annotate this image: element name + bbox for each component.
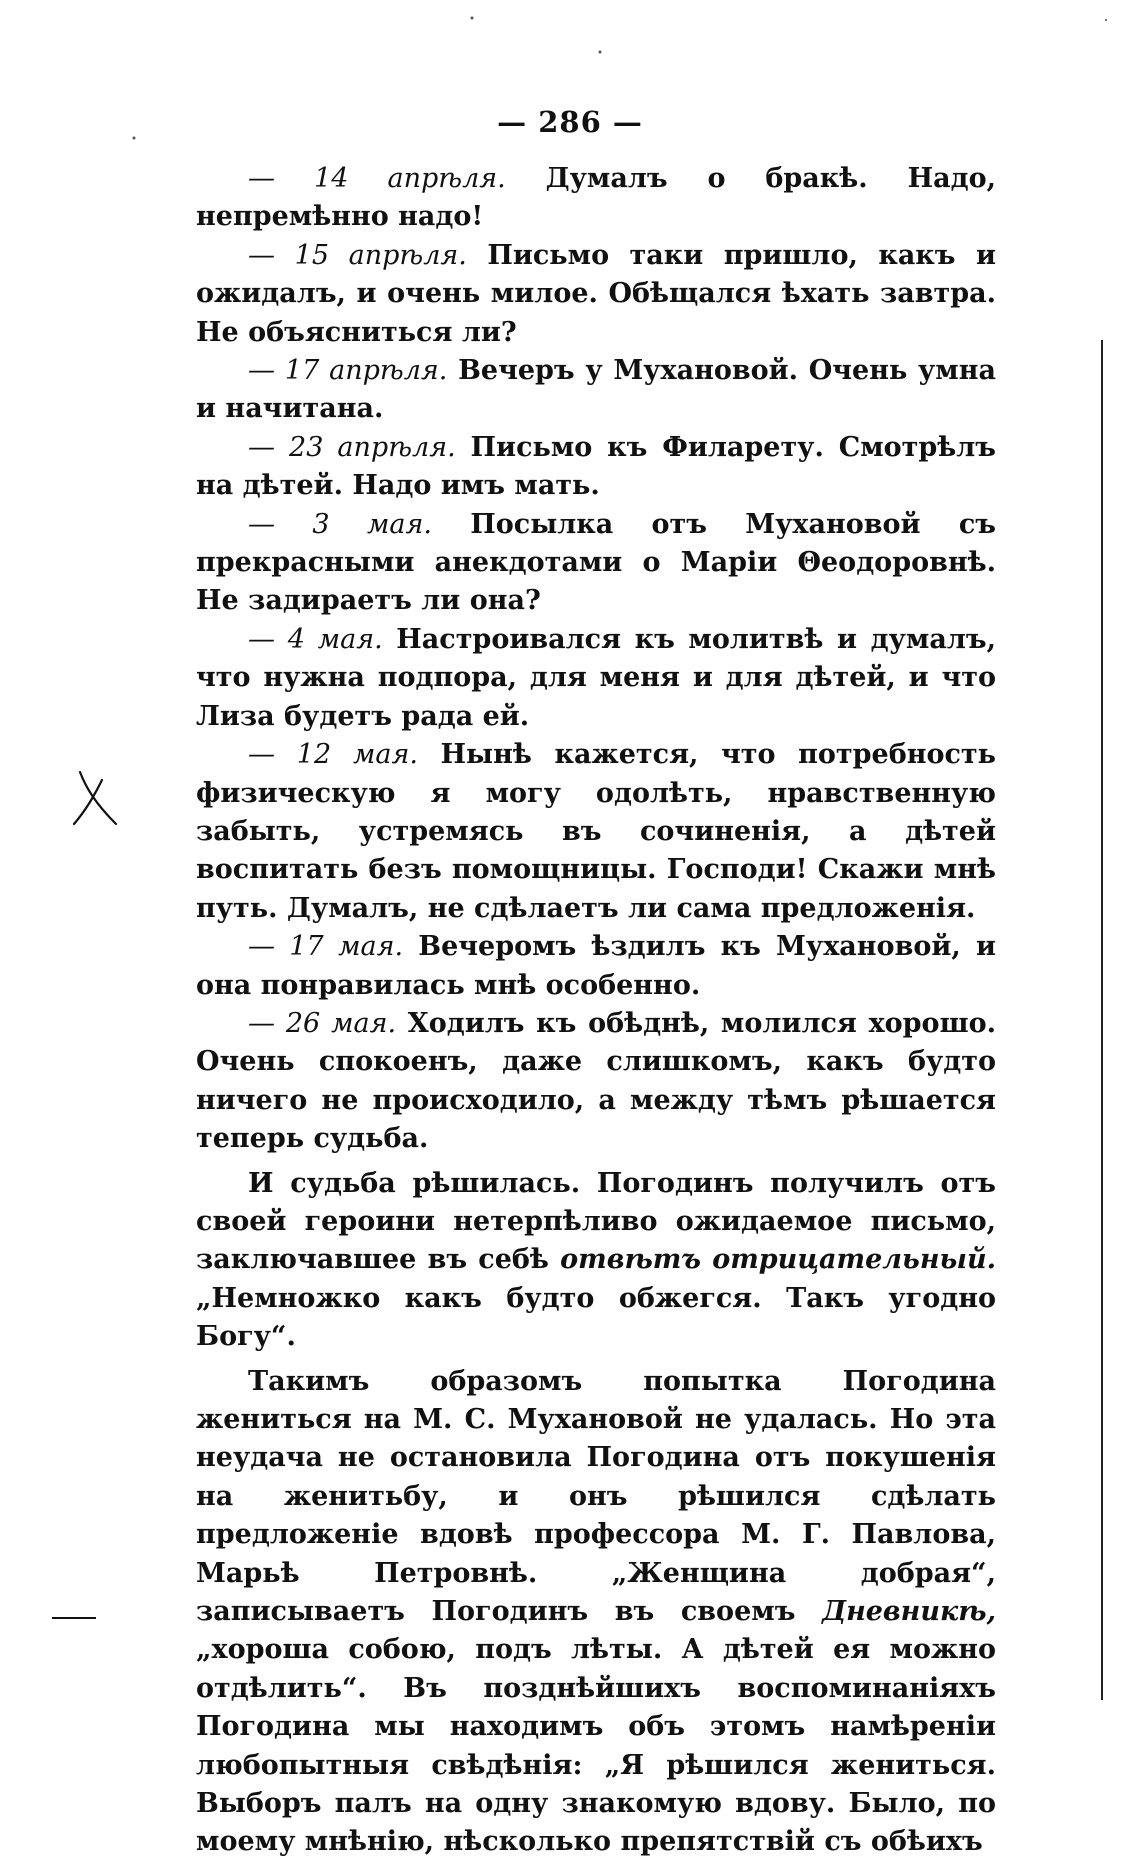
italic-phrase: отвѣтъ отрицательный. — [560, 1244, 997, 1276]
entry-text: Ходилъ къ обѣднѣ, молился хорошо. Очень спокоенъ, даже слишкомъ, какъ будто ничего не происходило, а между тѣмъ рѣшается теперь судьба. — [196, 1007, 996, 1155]
entry-date: — 23 апрѣля. — [248, 431, 456, 463]
handwritten-x-mark — [72, 770, 120, 828]
entry-text: Думалъ о бракѣ. Надо, непремѣнно надо! — [196, 163, 996, 233]
diary-entry-may12 — [196, 736, 996, 928]
paragraph-text: „Немножко какъ будто обжегся. Такъ угодно Богу“. — [196, 1282, 996, 1353]
entry-text: Письмо таки пришло, какъ и ожидалъ, и очень милое. Обѣщался ѣхать завтра. Не объясниться ли? — [196, 239, 997, 348]
diary-entry-may3 — [196, 506, 996, 621]
page-body — [196, 160, 996, 1862]
diary-entry-apr15 — [196, 237, 996, 352]
entry-date: — 17 мая. — [248, 931, 404, 963]
narrative-paragraph-1 — [196, 1165, 996, 1357]
italic-phrase: Дневникѣ, — [822, 1596, 996, 1628]
diary-entry-may17 — [196, 928, 996, 1005]
entry-text: Нынѣ кажется, что потребность физическую я могу одолѣть, нравственную забыть, устремясь въ сочиненія, а дѣтей воспитать безъ помощницы. Господи! Скажи мнѣ путь. Думалъ, не сдѣлаетъ ли сама предложенія. — [196, 739, 996, 924]
entry-date: — 12 мая. — [248, 739, 418, 771]
entry-text: Вечеръ у Мухановой. Очень умна и начитана. — [196, 355, 997, 425]
diary-entry-may26 — [196, 1005, 996, 1159]
entry-date: — 15 апрѣля. — [248, 239, 467, 271]
page-number: — 286 — — [497, 105, 643, 139]
paragraph-text: „хороша собою, подъ лѣты. А дѣтей ея можно отдѣлить“. Въ позднѣйшихъ воспоминаніяхъ Погодина мы находимъ объ этомъ намѣреніи любопытныя свѣдѣнія: „Я рѣшился жениться. Выборъ палъ на одну знакомую вдову. Было, по моему мнѣнію, нѣсколько препятствій съ обѣихъ — [196, 1634, 996, 1858]
entry-text: Вечеромъ ѣздилъ къ Мухановой, и она понравилась мнѣ особенно. — [196, 931, 996, 1001]
paragraph-text: Такимъ образомъ попытка Погодина жениться на М. С. Мухановой не удалась. Но эта неудача не остановила Погодина отъ покушенія на женитьбу, и онъ рѣшился сдѣлать предложеніе вдовѣ профессора М. Г. Павлова, Марьѣ Петровнѣ. „Женщина добрая“, записываетъ Погодинъ въ своемъ — [196, 1365, 996, 1628]
entry-text: Письмо къ Филарету. Смотрѣлъ на дѣтей. Надо имъ мать. — [196, 431, 997, 502]
narrative-paragraph-2 — [196, 1363, 996, 1862]
entry-text: Настроивался къ молитвѣ и думалъ, что нужна подпора, для меня и для дѣтей, и что Лиза будетъ рада ей. — [196, 623, 996, 732]
diary-entry-apr17 — [196, 352, 996, 429]
entry-date: — 3 мая. — [248, 508, 432, 540]
entry-date: — 4 мая. — [248, 623, 383, 655]
paragraph-text: И судьба рѣшилась. Погодинъ получилъ отъ своей героини нетерпѣливо ожидаемое письмо, заключавшее въ себѣ — [196, 1167, 996, 1276]
entry-date: — 26 мая. — [248, 1007, 397, 1039]
diary-entry-may4 — [196, 621, 996, 736]
diary-entry-apr23 — [196, 429, 996, 506]
margin-rule-left — [52, 1617, 96, 1619]
entry-date: — 14 апрѣля. — [248, 163, 506, 194]
page-edge-rule-right — [1101, 340, 1103, 1700]
entry-text: Посылка отъ Мухановой съ прекрасными анекдотами о Маріи Θеодоровнѣ. Не задираетъ ли она? — [196, 508, 996, 617]
entry-date: — 17 апрѣля. — [248, 355, 448, 387]
diary-entry-apr14 — [196, 160, 996, 237]
